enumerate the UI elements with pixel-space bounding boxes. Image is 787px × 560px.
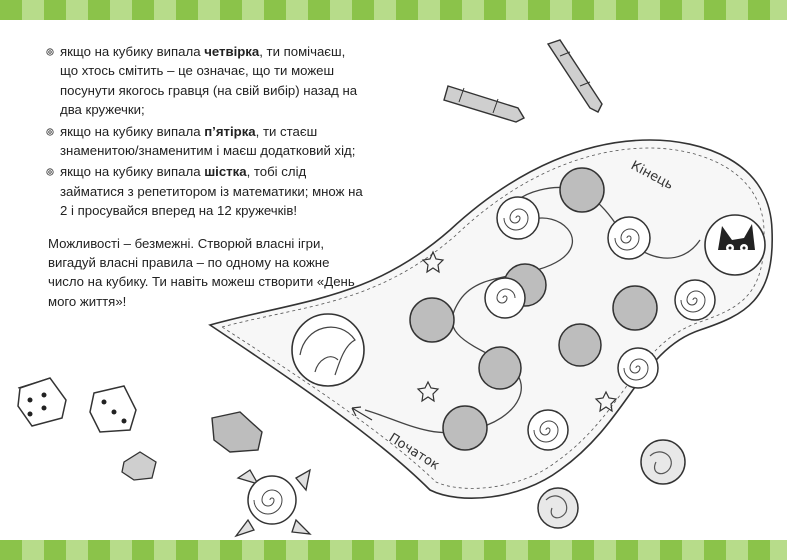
- dice-icon: [18, 378, 66, 426]
- rule-six-post: , тобі слід займатися з репетитором із математики; множ на 2 і просувайся вперед на 12 кружечків!: [60, 164, 363, 219]
- outro-paragraph: Можливості – безмежні. Створюй власні ігри, вигадуй власні правила – по одному на кожне число на кубику. Ти навіть можеш створити «День мого життя»!: [48, 235, 355, 309]
- crayon-icon: [548, 40, 602, 112]
- marble-icon: [641, 440, 685, 484]
- board-space-spiral: [485, 278, 525, 318]
- rule-five-bold: п’ятірка: [204, 123, 256, 139]
- start-label: Початок: [385, 430, 442, 474]
- board-space-spiral: [497, 197, 539, 239]
- rule-four-post: , ти помічаєш, що хтось смітить – це означає, що ти можеш посунути якогось гравця (на свій вибір) назад на два кружечки;: [60, 44, 358, 118]
- rock-icon: [122, 452, 156, 480]
- rule-five-pre: якщо на кубику випала: [60, 123, 205, 139]
- crayon-icon: [444, 86, 524, 122]
- board-space: [560, 168, 604, 212]
- board-space: [613, 286, 657, 330]
- rule-six-bold: шістка: [204, 164, 247, 180]
- board-space: [410, 298, 454, 342]
- end-label: Кінець: [628, 158, 676, 194]
- dice-icon: [90, 386, 136, 432]
- rule-six-pre: якщо на кубику випала: [60, 164, 205, 180]
- girl-portrait-icon: [292, 314, 364, 386]
- rule-four-bold: четвірка: [204, 44, 260, 59]
- marble-icon: [538, 488, 578, 528]
- board-space-spiral: [608, 217, 650, 259]
- candy-icon: [212, 412, 262, 452]
- wrapped-candy-icon: [236, 470, 310, 536]
- rule-four-pre: якщо на кубику випала: [60, 44, 205, 59]
- board-space: [559, 324, 601, 366]
- rule-five-post: , ти стаєш знаменитою/знаменитим і маєш додатковий хід;: [60, 123, 356, 159]
- board-space: [479, 347, 521, 389]
- board-space: [443, 406, 487, 450]
